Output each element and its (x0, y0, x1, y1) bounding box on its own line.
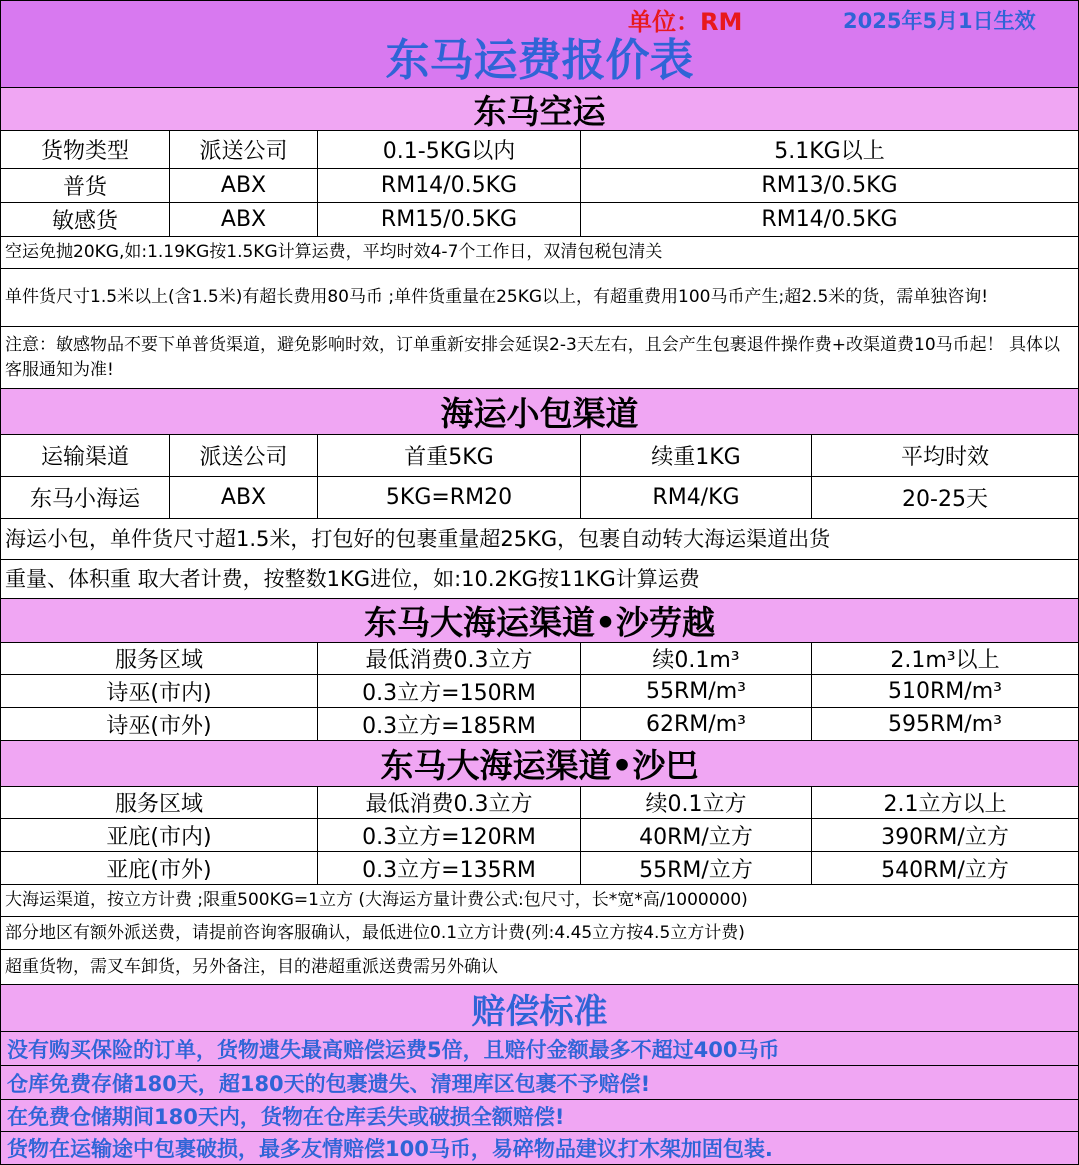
table-cell: 20-25天 (812, 477, 1079, 519)
section-title-compensation: 赔偿标准 (0, 985, 1079, 1032)
table-cell: ABX (170, 203, 318, 237)
table-header-cell: 派送公司 (170, 435, 318, 477)
table-cell: RM15/0.5KG (318, 203, 581, 237)
sea-freight-note: 部分地区有额外派送费，请提前咨询客服确认，最低进位0.1立方计费(列:4.45立方按4.5立方计费) (0, 917, 1079, 950)
table-cell: 540RM/立方 (812, 852, 1079, 885)
air-note: 单件货尺寸1.5米以上(含1.5米)有超长费用80马币 ;单件货重量在25KG以上，有超重费用100马币产生;超2.5米的货，需单独咨询! (0, 269, 1079, 327)
table-header-cell: 最低消费0.3立方 (318, 787, 581, 819)
table-cell: ABX (170, 169, 318, 203)
sea-freight-note: 大海运渠道，按立方计费 ;限重500KG=1立方 (大海运方量计费公式:包尺寸，长*宽*高/1000000) (0, 885, 1079, 917)
table-header-cell: 2.1立方以上 (812, 787, 1079, 819)
section-title-sea-small: 海运小包渠道 (0, 389, 1079, 435)
table-cell: 东马小海运 (0, 477, 170, 519)
table-cell: 诗巫(市内) (0, 675, 318, 708)
table-cell: 5KG=RM20 (318, 477, 581, 519)
table-header-cell: 2.1m³以上 (812, 643, 1079, 675)
table-header-cell: 派送公司 (170, 131, 318, 169)
table-cell: RM14/0.5KG (581, 203, 1079, 237)
table-cell: 0.3立方=135RM (318, 852, 581, 885)
table-cell: RM14/0.5KG (318, 169, 581, 203)
compensation-line: 在免费仓储期间180天内，货物在仓库丢失或破损全额赔偿! (0, 1100, 1079, 1132)
air-note: 注意：敏感物品不要下单普货渠道，避免影响时效，订单重新安排会延误2-3天左右，且会产生包裹退件操作费+改渠道费10马币起！ 具体以客服通知为准! (0, 327, 1079, 389)
table-header-cell: 续重1KG (581, 435, 812, 477)
section-title-sarawak: 东马大海运渠道•沙劳越 (0, 599, 1079, 643)
sea-freight-note: 超重货物，需叉车卸货，另外备注，目的港超重派送费需另外确认 (0, 950, 1079, 985)
table-row (0, 708, 1079, 741)
air-note: 空运免抛20KG,如:1.19KG按1.5KG计算运费，平均时效4-7个工作日，双清包税包清关 (0, 237, 1079, 269)
sea-small-header-row (0, 435, 1079, 477)
table-cell: 0.3立方=120RM (318, 819, 581, 852)
table-cell: 亚庇(市外) (0, 852, 318, 885)
sea-small-note: 海运小包，单件货尺寸超1.5米，打包好的包裹重量超25KG，包裹自动转大海运渠道出货 (0, 519, 1079, 560)
table-header-cell: 最低消费0.3立方 (318, 643, 581, 675)
table-header-cell: 首重5KG (318, 435, 581, 477)
table-row (0, 852, 1079, 885)
compensation-line: 仓库免费存储180天，超180天的包裹遗失、清理库区包裹不予赔偿! (0, 1066, 1079, 1100)
table-cell: 诗巫(市外) (0, 708, 318, 741)
sarawak-header-row (0, 643, 1079, 675)
unit-label: 单位：RM (628, 8, 743, 36)
table-header-cell: 货物类型 (0, 131, 170, 169)
table-row (0, 169, 1079, 203)
table-header-cell: 5.1KG以上 (581, 131, 1079, 169)
table-cell: 390RM/立方 (812, 819, 1079, 852)
table-cell: 40RM/立方 (581, 819, 812, 852)
table-row (0, 819, 1079, 852)
table-header-cell: 运输渠道 (0, 435, 170, 477)
table-row (0, 477, 1079, 519)
table-row (0, 675, 1079, 708)
table-cell: 0.3立方=150RM (318, 675, 581, 708)
header (0, 0, 1079, 88)
table-header-cell: 续0.1m³ (581, 643, 812, 675)
table-header-cell: 0.1-5KG以内 (318, 131, 581, 169)
table-header-cell: 服务区域 (0, 643, 318, 675)
air-header-row (0, 131, 1079, 169)
table-row (0, 203, 1079, 237)
table-cell: 55RM/立方 (581, 852, 812, 885)
table-cell: 55RM/m³ (581, 675, 812, 708)
effective-date: 2025年5月1日生效 (843, 9, 1036, 33)
table-cell: 62RM/m³ (581, 708, 812, 741)
compensation-line: 货物在运输途中包裹破损，最多友情赔偿100马币，易碎物品建议打木架加固包装. (0, 1132, 1079, 1165)
table-header-cell: 平均时效 (812, 435, 1079, 477)
sabah-header-row (0, 787, 1079, 819)
table-cell: ABX (170, 477, 318, 519)
table-cell: 敏感货 (0, 203, 170, 237)
table-header-cell: 续0.1立方 (581, 787, 812, 819)
table-cell: RM13/0.5KG (581, 169, 1079, 203)
table-header-cell: 服务区域 (0, 787, 318, 819)
table-cell: 亚庇(市内) (0, 819, 318, 852)
table-cell: 595RM/m³ (812, 708, 1079, 741)
table-cell: RM4/KG (581, 477, 812, 519)
sea-small-note: 重量、体积重 取大者计费，按整数1KG进位，如:10.2KG按11KG计算运费 (0, 560, 1079, 599)
table-cell: 510RM/m³ (812, 675, 1079, 708)
page-title: 东马运费报价表 (385, 35, 694, 86)
table-cell: 普货 (0, 169, 170, 203)
table-cell: 0.3立方=185RM (318, 708, 581, 741)
compensation-line: 没有购买保险的订单，货物遗失最高赔偿运费5倍，且赔付金额最多不超过400马币 (0, 1032, 1079, 1066)
section-title-air: 东马空运 (0, 88, 1079, 131)
section-title-sabah: 东马大海运渠道•沙巴 (0, 741, 1079, 787)
